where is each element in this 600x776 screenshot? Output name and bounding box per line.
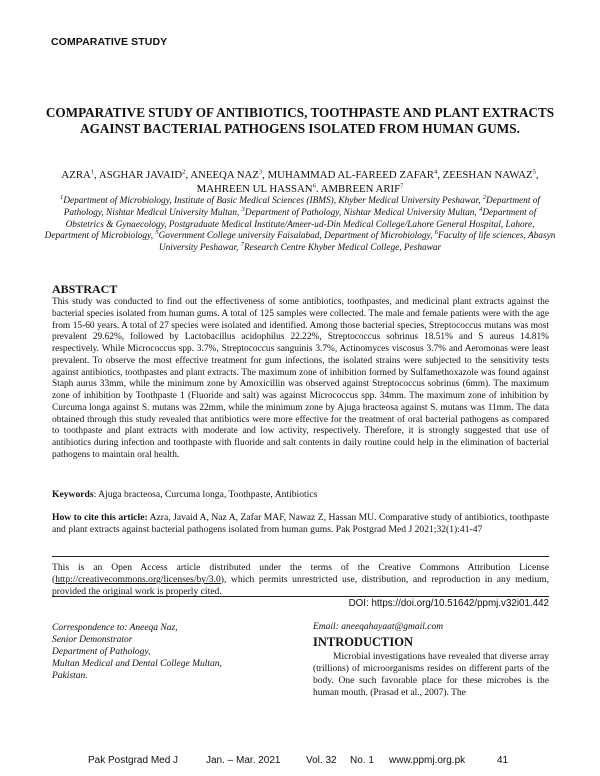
author: MAHREEN UL HASSAN$^6$.: [196, 181, 321, 195]
footer-journal: Pak Postgrad Med J: [88, 755, 179, 766]
correspondence-block: [52, 622, 272, 682]
affiliation: $^5$Government College university Faisalabad, Department of Microbiology,: [155, 229, 435, 242]
license-link[interactable]: http://creativecommons.org/licenses/by/3.0: [55, 574, 221, 586]
affiliation: $^2$Department of Pathology, Nishtar Medical University Multan,: [63, 193, 540, 218]
author: ANEEQA NAZ$^3$,: [190, 168, 268, 181]
author: ZEESHAN NAWAZ$^5$,: [442, 168, 539, 181]
affiliation: $^4$Department of Obstetrics & Gynaecology, Postgraduate Medical Institute/Ameer-ud-Din Medical College/Lahore General Hospital, Lahore, Department of Microbiology,: [44, 205, 537, 242]
correspondence-line: Senior Demonstrator: [52, 635, 133, 645]
footer-issue: No. 1: [350, 755, 374, 766]
paper-title: COMPARATIVE STUDY OF ANTIBIOTICS, TOOTHPASTE AND PLANT EXTRACTS AGAINST BACTERIAL PATHOGENS ISOLATED FROM HUMAN GUMS.: [45, 105, 555, 136]
footer-website[interactable]: www.ppmj.org.pk: [389, 755, 466, 766]
abstract-heading: ABSTRACT: [52, 282, 118, 296]
footer-period: Jan. – Mar. 2021: [206, 755, 281, 766]
affiliation: $^6$Faculty of life sciences, Abasyn University Peshawar,: [158, 229, 556, 254]
keywords: [52, 489, 549, 501]
author-list: [40, 169, 560, 196]
abstract-body: This study was conducted to find out the effectiveness of some antibiotics, toothpastes, and medicinal plant extracts against the bacterial species isolated from human gums. A total of 125 samples were collected. The male and female patients were with the age from 15-60 years. A total of 27 species were isolated and identified. Among those bacterial species, Streptococcus mutans was most prevalent 29.62%, followed by Lactobacillus acidophilus 22.22%, Streptococcus sobrinus 18.51% and S aureus 14.81% respectively. While Micrococcus spp. 3.7%, Streptococcus sanguinis 3.7%, Actinomyces viscosus 3.7% and Aeromonas were least prevalent. To observe the most effective treatment for gum infections, the isolated strains were subjected to the sensitivity tests against antibiotics, toothpastes and plant extracts. The maximum zone of inhibition formed by Sulfamethoxazole was found against Staph aurus 33mm, while the minimum zone by Amoxicillin was observed against Streptococcus sobrinus (6mm). The maximum zone of inhibition by Toothpaste 1 (Fluoride and salt) was against Micrococcus spp. 34mm. The maximum zone of inhibition by Curcuma longa against S. mutans was 22mm, while the minimum zone by Ajuga bracteosa against S. mutans was 11mm. The data obtained through this study revealed that antibiotics were more effective for the treatment of oral bacterial pathogens as compared to toothpaste and plant extracts with moderate and low activity, respectively. Therefore, it is strongly suggested that use of antibiotics during infection and toothpaste with fluoride and salt contents in daily routine could help in the elimination of bacterial pathogens to maintain oral health.: [52, 297, 549, 460]
affiliation: $^3$Department of Pathology, Nishtar Medical University Multan,: [241, 205, 480, 218]
introduction-heading: INTRODUCTION: [313, 635, 414, 649]
license-bottom-divider: [52, 596, 549, 597]
footer-page-number: 41: [497, 755, 509, 766]
author: ASGHAR JAVAID$^2$,: [98, 168, 191, 181]
footer-volume: Vol. 32: [306, 755, 337, 766]
keywords-label: Keywords: [52, 489, 94, 500]
citation-label: How to cite this article:: [52, 512, 148, 523]
section-label: COMPARATIVE STUDY: [51, 36, 168, 48]
email[interactable]: Email: aneeqahayaat@gmail.com: [313, 622, 444, 632]
correspondence-line: Pakistan.: [52, 671, 88, 681]
introduction-body: Microbial investigations have revealed that diverse array (trillions) of microorganisms resides on different parts of the body. One such favorable place for these microbes is the human mouth. (Prasad et al., 2007). The: [313, 652, 549, 698]
keywords-text: : Ajuga bracteosa, Curcuma longa, Toothpaste, Antibiotics: [93, 489, 318, 500]
author: AZRA$^1$,: [61, 168, 99, 181]
affiliations: [44, 193, 556, 255]
correspondence-line: Correspondence to: Aneeqa Naz,: [52, 623, 178, 633]
license-top-divider: [52, 556, 549, 557]
affiliation: $^1$Department of Microbiology, Institute of Basic Medical Sciences (IBMS), Khyber Medical University Peshawar,: [60, 193, 483, 206]
correspondence-line: Department of Pathology,: [52, 647, 151, 657]
correspondence-line: Multan Medical and Dental College Multan,: [52, 659, 222, 669]
doi[interactable]: DOI: https://doi.org/10.51642/ppmj.v32i01.442: [348, 598, 549, 609]
author: AMBREEN ARIF$^7$: [320, 181, 404, 195]
citation: [52, 512, 549, 536]
license-notice: This is an Open Access article distributed under the terms of the Creative Commons Attribution License (http://creativecommons.org/licenses/by/3.0), which permits unrestricted use, distribution, and reproduction in any medium, provided the original work is properly cited.: [52, 562, 549, 598]
author: MUHAMMAD AL-FAREED ZAFAR$^4$,: [267, 168, 443, 181]
affiliation: $^7$Research Centre Khyber Medical College, Peshawar: [240, 241, 442, 254]
citation-text: Azra, Javaid A, Naz A, Zafar MAF, Nawaz Z, Hassan MU. Comparative study of antibiotics, toothpaste and plant extracts against bacterial pathogens isolated from human gums. Pak Postgrad Med J 2021;32(1):41-47: [52, 512, 549, 535]
